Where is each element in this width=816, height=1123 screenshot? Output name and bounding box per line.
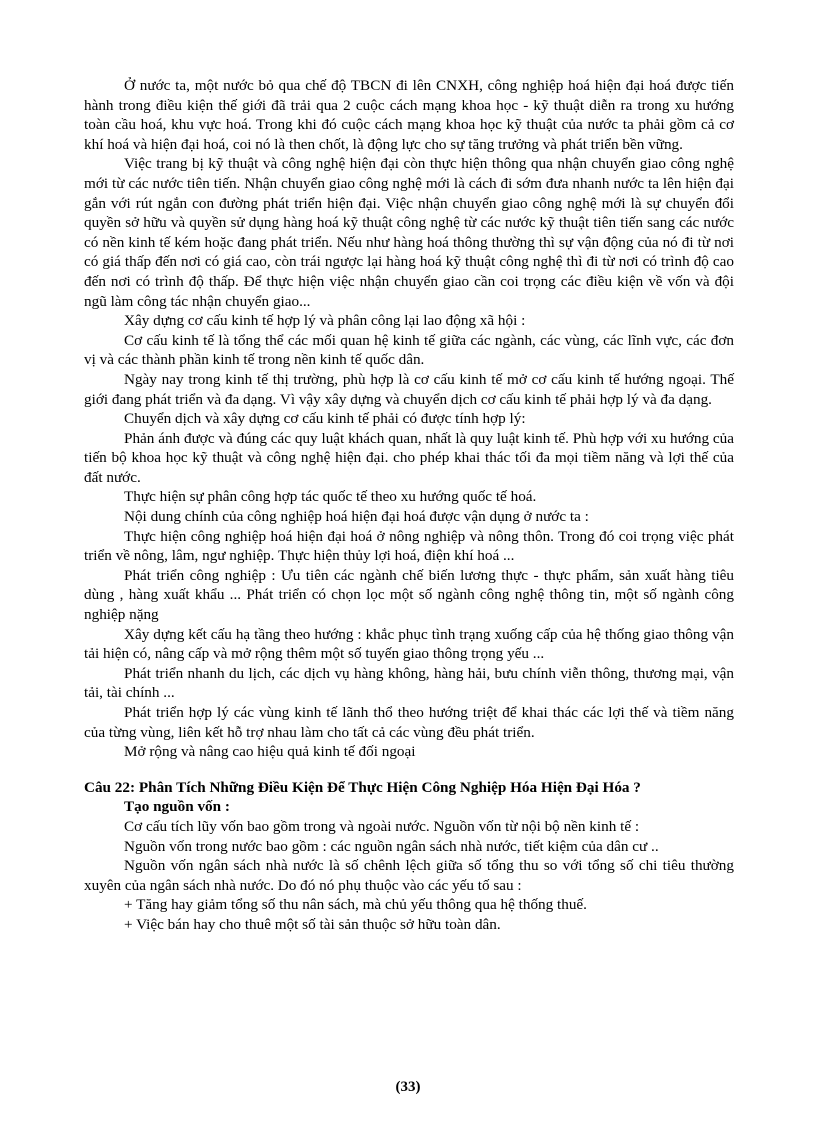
document-page (84, 76, 734, 935)
paragraph: Nguồn vốn trong nước bao gồm : các nguồn ngân sách nhà nước, tiết kiệm của dân cư .. (124, 837, 659, 855)
section-gap (84, 762, 734, 778)
paragraph: Nguồn vốn ngân sách nhà nước là số chênh lệch giữa số tổng thu so với tổng số chi tiêu thường xuyên của ngân sách nhà nước. Do đó nó phụ thuộc vào các yếu tố sau : (84, 857, 734, 894)
paragraph: Xây dựng kết cấu hạ tầng theo hướng : khắc phục tình trạng xuống cấp của hệ thống giao thông vận tải hiện có, nâng cấp và mở rộng thêm một số tuyến giao thông trọng yếu ... (84, 625, 734, 663)
paragraph: Ngày nay trong kinh tế thị trường, phù hợp là cơ cấu kinh tế mở cơ cấu kinh tế hướng ngoại. Thế giới đang phát triển và đa dạng. Vì vậy xây dựng và chuyển dịch cơ cấu kinh tế phải hợp lý và đa dạng. (84, 370, 734, 408)
paragraph: Xây dựng cơ cấu kinh tế hợp lý và phân công lại lao động xã hội : (124, 312, 526, 330)
paragraph: Thực hiện công nghiệp hoá hiện đại hoá ở nông nghiệp và nông thôn. Trong đó coi trọng việc phát triển về nông, lâm, ngư nghiệp. Thực hiện thủy lợi hoá, điện khí hoá ... (84, 527, 734, 565)
paragraph: Mở rộng và nâng cao hiệu quả kinh tế đối ngoại (124, 743, 416, 761)
paragraph: Phát triển nhanh du lịch, các dịch vụ hàng không, hàng hải, bưu chính viễn thông, thương mại, vận tải, tài chính ... (84, 664, 734, 702)
paragraph: Phản ánh được và đúng các quy luật khách quan, nhất là quy luật kinh tế. Phù hợp với xu hướng của tiến bộ khoa học kỹ thuật và công nghệ hiện đại. cho phép khai thác tối đa mọi tiềm năng và lợi thế của đất nước. (84, 429, 734, 486)
paragraph: Phát triển công nghiệp : Ưu tiên các ngành chế biến lương thực - thực phẩm, sản xuất hàng tiêu dùng , hàng xuất khẩu ... Phát triển có chọn lọc một số ngành công nghệ thông tin, một số ngành công nghiệp nặng (84, 566, 734, 624)
paragraph: Ở nước ta, một nước bỏ qua chế độ TBCN đi lên CNXH, công nghiệp hoá hiện đại hoá được tiến hành trong điều kiện thế giới đã trải qua 2 cuộc cách mạng khoa học - kỹ thuật diễn ra trong xu hướng toàn cầu hoá, khu vực hoá. Trong khi đó cuộc cách mạng khoa học kỹ thuật của nước ta phải gồm cả cơ khí hoá và hiện đại hoá, coi nó là then chốt, là động lực cho sự tăng trưởng và phát triển bền vững. (84, 77, 734, 153)
paragraph: Chuyển dịch và xây dựng cơ cấu kinh tế phải có được tính hợp lý: (124, 410, 526, 428)
paragraph: Thực hiện sự phân công hợp tác quốc tế theo xu hướng quốc tế hoá. (124, 488, 537, 506)
page-number: (33) (395, 1079, 421, 1095)
paragraph: Cơ cấu tích lũy vốn bao gồm trong và ngoài nước. Nguồn vốn từ nội bộ nền kinh tế : (124, 817, 640, 835)
question-heading: Câu 22: Phân Tích Những Điều Kiện Để Thực Hiện Công Nghiệp Hóa Hiện Đại Hóa ? (84, 778, 641, 796)
paragraph: Cơ cấu kinh tế là tổng thể các mối quan hệ kinh tế giữa các ngành, các vùng, các lĩnh vực, các đơn vị và các thành phần kinh tế trong nền kinh tế quốc dân. (84, 331, 734, 369)
paragraph: Nội dung chính của công nghiệp hoá hiện đại hoá được vận dụng ở nước ta : (124, 508, 589, 526)
paragraph: + Tăng hay giảm tổng số thu nân sách, mà chủ yếu thông qua hệ thống thuế. (124, 896, 587, 914)
paragraph: Việc trang bị kỹ thuật và công nghệ hiện đại còn thực hiện thông qua nhận chuyển giao công nghệ mới từ các nước tiên tiến. Nhận chuyển giao công nghệ mới là cách đi sớm đưa nhanh nước ta lên hiện đại gắn với rút ngắn con đường phát triển hiện đại. Việc nhận chuyển giao công nghệ mới là sự chuyển đổi quyền sở hữu và quyền sử dụng hàng hoá kỹ thuật công nghệ từ các nước kỹ thuật tiên tiến sang các nước có nền kinh tế kém hoặc đang phát triển. Nếu như hàng hoá thông thường thì sự vận động của nó đi từ nơi có giá thấp đến nơi có giá cao, còn trái ngược lại hàng hoá kỹ thuật công nghệ thì đi từ nơi có trình độ cao đến nơi có trình độ thấp. Để thực hiện việc nhận chuyển giao cần coi trọng các điều kiện về vốn và đội ngũ làm công tác nhận chuyển giao... (84, 155, 734, 310)
paragraph: + Việc bán hay cho thuê một số tài sản thuộc sở hữu toàn dân. (124, 915, 501, 933)
paragraph: Phát triển hợp lý các vùng kinh tế lãnh thổ theo hướng triệt để khai thác các lợi thế và tiềm năng của từng vùng, liên kết hỗ trợ nhau làm cho tất cả các vùng đều phát triển. (84, 704, 734, 741)
section-subheading: Tạo nguồn vốn : (124, 798, 230, 816)
